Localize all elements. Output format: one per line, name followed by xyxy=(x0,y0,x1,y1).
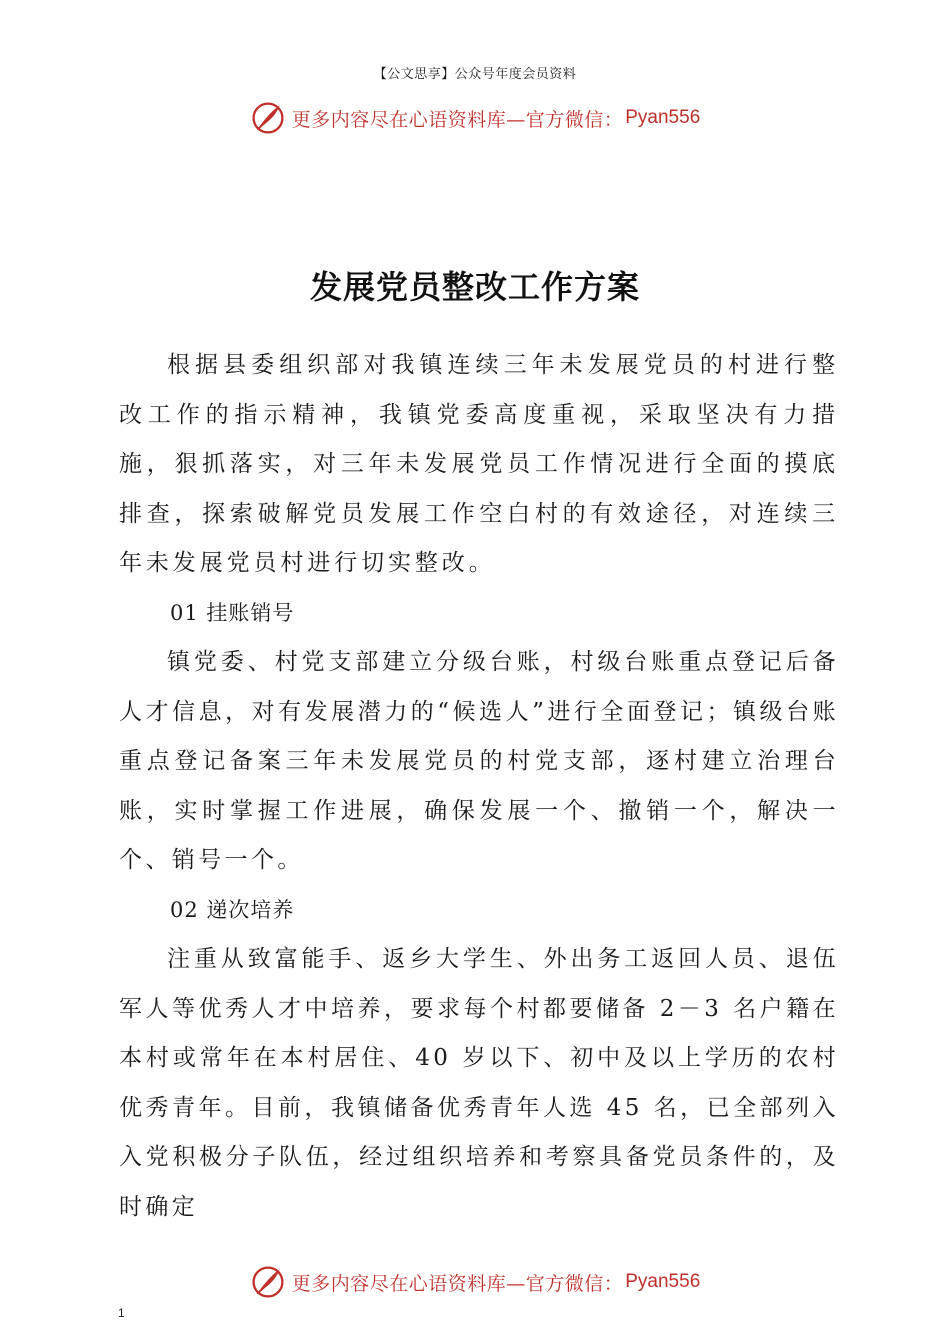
top-banner xyxy=(0,100,950,136)
document-title: 发展党员整改工作方案 xyxy=(309,268,640,306)
section-heading-2: 02 递次培养 xyxy=(170,897,295,922)
section-paragraph-2: 注重从致富能手、返乡大学生、外出务工返回人员、退伍军人等优秀人才中培养，要求每个村都要储备 2－3 名户籍在本村或常年在本村居住、40 岁以下、初中及以上学历的农村优秀青年。目前，我镇储备优秀青年人选 45 名，已全部列入入党积极分子队伍，经过组织培养和考察具备党员条件的，及时确定 xyxy=(119,946,839,1220)
banner-wechat-id: Pyan556 xyxy=(625,1271,701,1292)
page-number: 1 xyxy=(118,1306,125,1320)
header-caption: 【公文思享】公众号年度会员资料 xyxy=(373,67,577,82)
section-heading-1: 01 挂账销号 xyxy=(170,600,295,625)
feather-pen-logo-icon xyxy=(250,1264,286,1300)
bottom-banner xyxy=(0,1264,950,1300)
document-body xyxy=(119,341,839,1232)
banner-text: 更多内容尽在心语资料库—官方微信： xyxy=(291,1272,624,1295)
banner-text: 更多内容尽在心语资料库—官方微信： xyxy=(291,108,624,131)
feather-pen-logo-icon xyxy=(250,100,286,136)
intro-paragraph: 根据县委组织部对我镇连续三年未发展党员的村进行整改工作的指示精神，我镇党委高度重视，采取坚决有力措施，狠抓落实，对三年未发展党员工作情况进行全面的摸底排查，探索破解党员发展工作空白村的有效途径，对连续三年未发展党员村进行切实整改。 xyxy=(119,352,839,576)
section-paragraph-1: 镇党委、村党支部建立分级台账，村级台账重点登记后备人才信息，对有发展潜力的“候选人”进行全面登记；镇级台账重点登记备案三年未发展党员的村党支部，逐村建立治理台账，实时掌握工作进展，确保发展一个、撤销一个，解决一个、销号一个。 xyxy=(119,649,839,873)
banner-wechat-id: Pyan556 xyxy=(625,107,701,128)
